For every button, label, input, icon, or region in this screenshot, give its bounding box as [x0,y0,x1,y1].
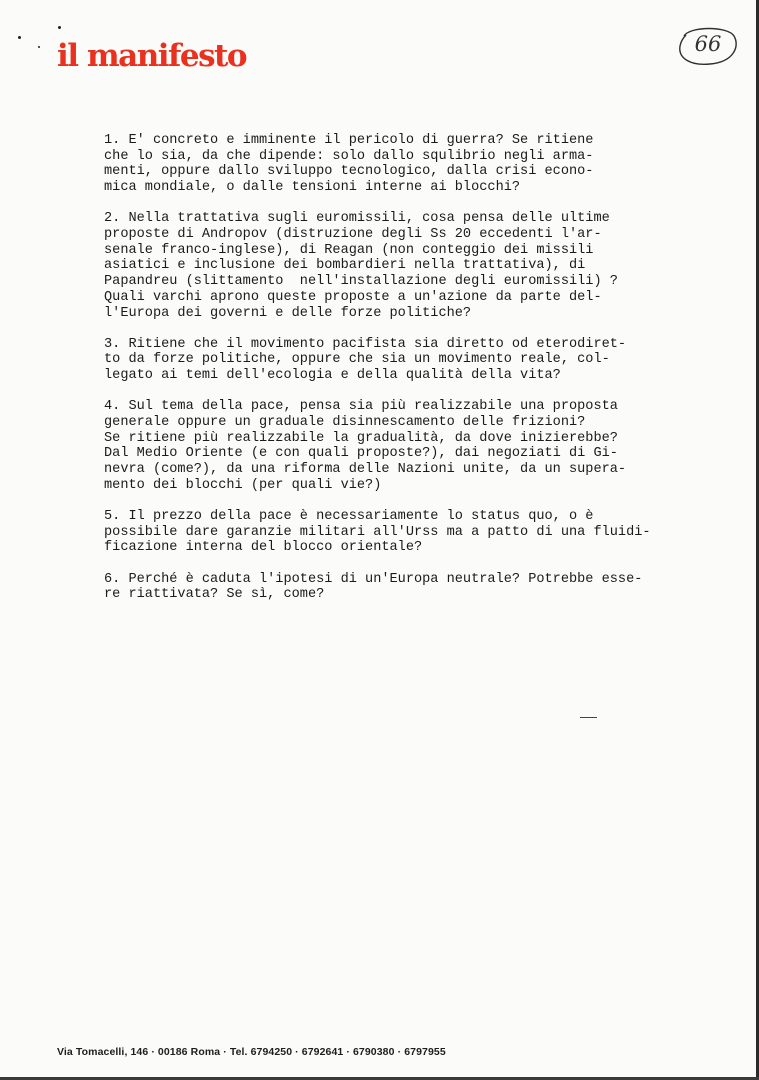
text-line: 3. Ritiene che il movimento pacifista sia diretto od eterodiret- [104,336,627,352]
text-line: re riattivata? Se sì, come? [104,587,325,603]
question-item [104,399,744,493]
text-line: possibile dare garanzie militari all'Urss ma a patto di una fluidi- [104,524,651,540]
text-line: 5. Il prezzo della pace è necessariamente lo status quo, o è [104,509,594,525]
text-line: 4. Sul tema della pace, pensa sia più realizzabile una proposta [104,399,618,415]
text-line: senale franco-inglese), di Reagan (non conteggio dei missili [104,242,594,258]
text-line: l'Europa dei governi e delle forze politiche? [104,305,472,321]
text-line: mento dei blocchi (per quali vie?) [104,477,382,493]
text-line: nevra (come?), da una riforma delle Nazioni unite, da un supera- [104,462,627,478]
scan-speck [18,36,21,39]
text-line: Dal Medio Oriente (e con quali proposte?), dai negoziati di Gi- [104,446,618,462]
question-item [104,509,744,556]
text-line: menti, oppure dallo sviluppo tecnologico, dalla crisi econo- [104,164,594,180]
letterhead-footer: Via Tomacelli, 146 · 00186 Roma · Tel. 6794250 · 6792641 · 6790380 · 6797955 [57,1046,446,1058]
text-line: mica mondiale, o dalle tensioni interne ai blocchi? [104,180,521,196]
question-item [104,133,744,196]
text-line: asiatici e inclusione dei bombardieri nella trattativa), di [104,258,586,274]
question-item [104,572,744,603]
question-item [104,337,744,384]
questionnaire [104,133,744,619]
text-line: generale oppure un graduale disinnescamento delle frizioni? [104,415,586,431]
text-line: Papandreu (slittamento nell'installazione degli euromissili) ? [104,274,618,290]
handwritten-page-number [676,24,740,68]
text-line: 1. E' concreto e imminente il pericolo di guerra? Se ritiene [104,133,594,148]
dash-mark [580,717,597,718]
question-item [104,211,744,321]
text-line: proposte di Andropov (distruzione degli Ss 20 eccedenti l'ar- [104,227,602,243]
page-number: 66 [694,32,722,56]
text-line: 6. Perché è caduta l'ipotesi di un'Europa neutrale? Potrebbe esse- [104,571,643,587]
scan-speck [38,46,40,48]
text-line: ficazione interna del blocco orientale? [104,540,423,556]
text-line: Quali varchi aprono queste proposte a un'azione da parte del- [104,289,602,305]
text-line: legato ai temi dell'ecologia e della qualità della vita? [104,368,561,384]
scan-speck [58,26,61,29]
newspaper-logo: il manifesto [57,38,247,74]
text-line: che lo sia, da che dipende: solo dallo squlibrio negli arma- [104,148,594,164]
text-line: 2. Nella trattativa sugli euromissili, cosa pensa delle ultime [104,211,610,227]
text-line: Se ritiene più realizzabile la gradualità, da dove inizierebbe? [104,430,618,446]
text-line: to da forze politiche, oppure che sia un movimento reale, col- [104,352,610,368]
